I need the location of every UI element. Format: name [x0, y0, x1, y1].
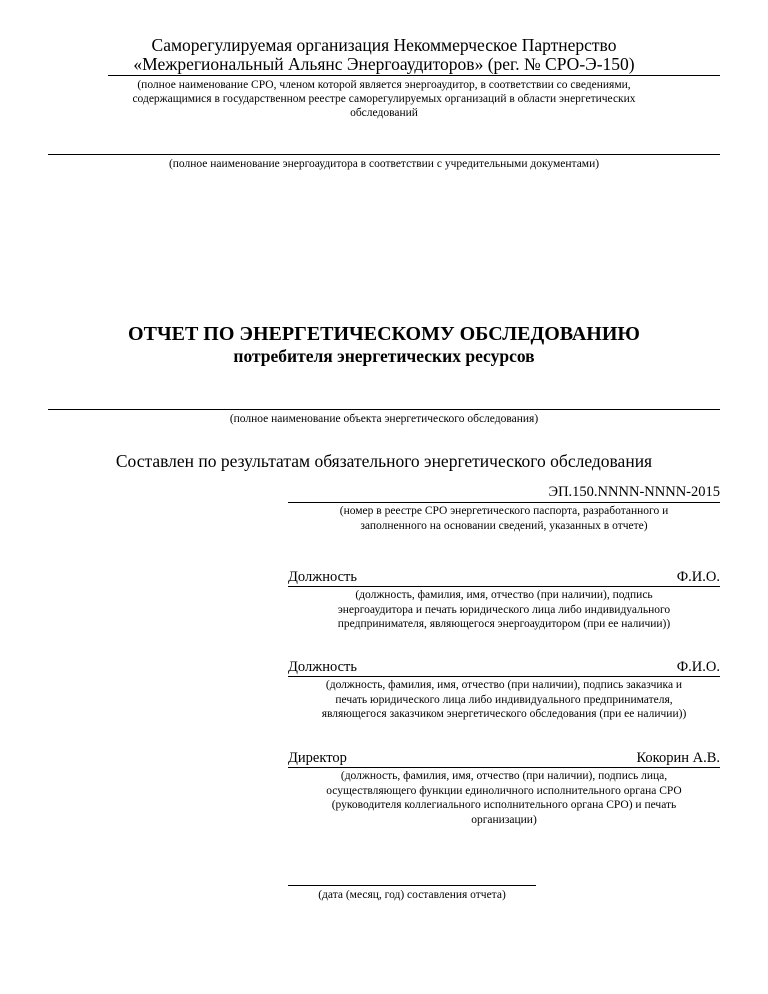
- signature-note: [288, 769, 720, 827]
- signature-note: [288, 678, 720, 722]
- auditor-note: (полное наименование энергоаудитора в соответствии с учредительными документами): [168, 158, 600, 170]
- signature-position: Директор: [288, 750, 347, 766]
- object-name-line: [48, 409, 720, 410]
- signature-underline: [288, 767, 720, 768]
- registry-underline: [288, 502, 720, 503]
- signature-note-line: организации): [471, 813, 537, 826]
- report-title: ОТЧЕТ ПО ЭНЕРГЕТИЧЕСКОМУ ОБСЛЕДОВАНИЮ: [128, 323, 640, 345]
- sro-name-underline: [108, 75, 720, 76]
- signature-note-line: предпринимателя, являющегося энергоаудитором (при ее наличии)): [337, 618, 671, 630]
- registry-number: ЭП.150.NNNN-NNNN-2015: [548, 484, 720, 500]
- object-note: (полное наименование объекта энергетического обследования): [229, 413, 539, 425]
- report-subtitle: потребителя энергетических ресурсов: [233, 346, 535, 366]
- signature-note-line: (должность, фамилия, имя, отчество (при наличии), подпись заказчика и: [325, 679, 683, 691]
- registry-note-line-2: заполненного на основании сведений, указанных в отчете): [360, 520, 648, 532]
- signature-note: [288, 588, 720, 632]
- date-note: (дата (месяц, год) составления отчета): [318, 889, 506, 901]
- sro-note-line-3: обследований: [350, 107, 418, 119]
- signature-note-line: печать юридического лица либо индивидуального предпринимателя,: [335, 693, 673, 706]
- signature-note-line: (должность, фамилия, имя, отчество (при наличии), подпись лица,: [340, 770, 668, 782]
- signature-note-line: являющегося заказчиком энергетического обследования (при ее наличии)): [321, 708, 687, 720]
- signature-name: Ф.И.О.: [676, 569, 720, 585]
- signature-name: Кокорин А.В.: [636, 750, 720, 766]
- sro-name-line-2: «Межрегиональный Альянс Энергоаудиторов» (рег. № СРО-Э-150): [133, 54, 635, 74]
- signature-note-line: осуществляющего функции единоличного исполнительного органа СРО: [326, 784, 682, 797]
- signature-note-line: (руководителя коллегиального исполнительного органа СРО) и печать: [331, 799, 677, 811]
- signature-note-line: (должность, фамилия, имя, отчество (при наличии), подпись: [355, 589, 653, 601]
- signature-position: Должность: [288, 569, 357, 585]
- sro-note-line-1: (полное наименование СРО, членом которой является энергоаудитор, в соответствии со сведениями,: [137, 79, 631, 91]
- date-line: [288, 885, 536, 886]
- auditor-name-line: [48, 154, 720, 155]
- sro-note-line-2: содержащимися в государственном реестре саморегулируемых организаций в области энергетических: [132, 93, 636, 105]
- signature-underline: [288, 676, 720, 677]
- signature-note-line: энергоаудитора и печать юридического лица либо индивидуального: [337, 603, 671, 616]
- compiled-statement: Составлен по результатам обязательного энергетического обследования: [115, 451, 653, 471]
- signature-name: Ф.И.О.: [676, 659, 720, 675]
- signature-position: Должность: [288, 659, 357, 675]
- sro-name-line-1: Саморегулируемая организация Некоммерческое Партнерство: [151, 35, 617, 55]
- signature-underline: [288, 586, 720, 587]
- registry-note-line-1: (номер в реестре СРО энергетического паспорта, разработанного и: [339, 505, 669, 517]
